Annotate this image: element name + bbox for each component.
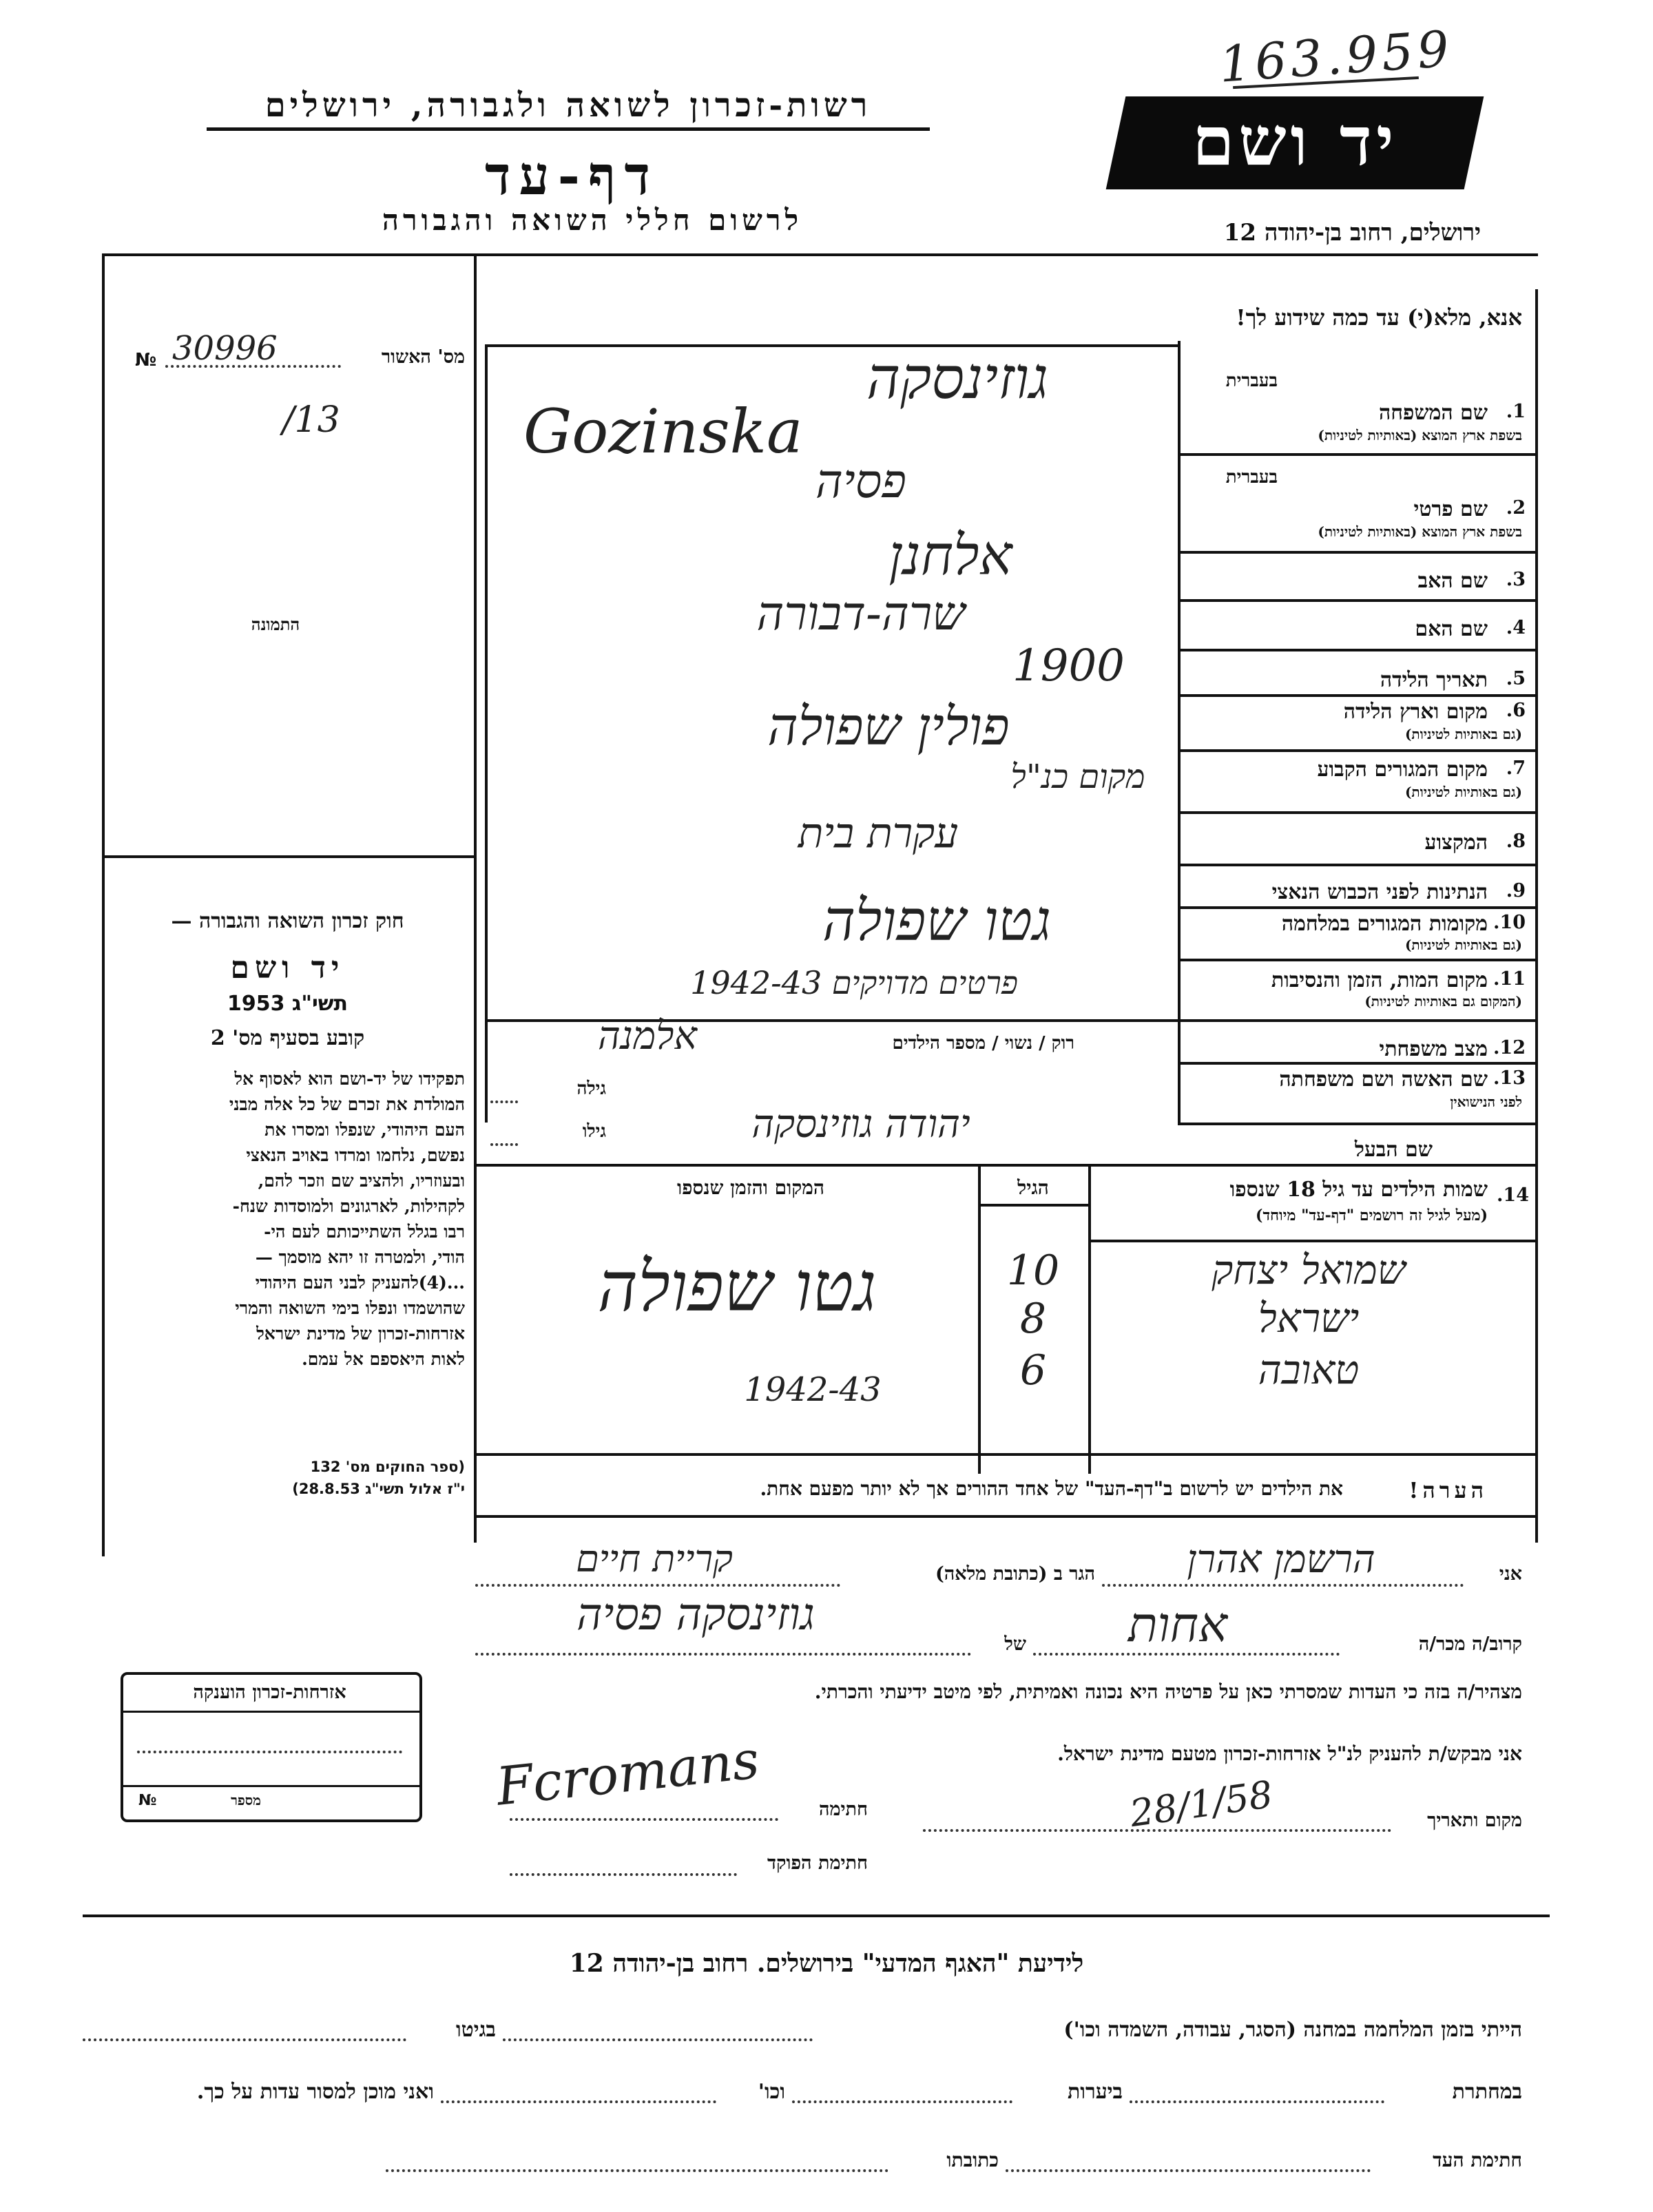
footer-line1-a: הייתי בזמן המלחמה במחנה (הסגר, עבודה, השמדה וכו') — [1063, 2018, 1522, 2042]
declaration-of-label: של — [1004, 1634, 1026, 1655]
field-13-num: 13. — [1493, 1067, 1526, 1089]
header-address: ירושלים, רחוב בן-יהודה 12 — [1223, 219, 1481, 247]
footer-line2-dots-2 — [792, 2100, 1012, 2103]
hw-father: אלחנן — [888, 523, 1012, 587]
field-12-num: 12. — [1493, 1037, 1526, 1058]
approval-extra: /13 — [282, 399, 340, 441]
law-year: תשי"ג 1953 — [227, 992, 349, 1016]
hw-child-name: ישראל — [1258, 1295, 1360, 1342]
approval-number-label: מס' האשור — [381, 346, 465, 368]
hw-child-name: שמואל יצחק — [1212, 1246, 1406, 1293]
footer-line1-dots — [503, 2038, 813, 2041]
field-10-label: מקומות המגורים במלחמה — [1281, 912, 1488, 936]
footer-line3-a: חתימת העד — [1433, 2149, 1522, 2171]
children-label: שמות הילדים עד גיל 18 שנספו — [1229, 1178, 1488, 1202]
children-sub: (מעל לגיל זה רושמים "דף-עד" מיוחד) — [1256, 1207, 1488, 1224]
note-bottom — [474, 1515, 1538, 1518]
footer-line1-b: בגיטו — [455, 2018, 496, 2042]
citizenship-box-divider-2 — [123, 1785, 419, 1787]
hw-marital: אלמנה — [597, 1014, 698, 1058]
hw-of-name: גוזינסקה פסיה — [576, 1589, 815, 1640]
in-hebrew-label: בעברית — [1225, 371, 1278, 391]
field-3-num: 3. — [1506, 569, 1526, 590]
field-4-num: 4. — [1506, 617, 1526, 638]
field-6-label: מקום וארץ הלידה — [1343, 700, 1488, 724]
law-section: קובע בסעיף מס' 2 — [210, 1026, 365, 1050]
footer-line2-a: במחתרת — [1452, 2080, 1522, 2104]
field-3-label: שם האב — [1417, 569, 1488, 593]
row-divider — [1178, 1019, 1536, 1022]
citizenship-box-no-label: מספר — [231, 1792, 261, 1808]
footer-line2-b: ביערות — [1067, 2080, 1123, 2104]
signature-label: חתימה — [818, 1799, 868, 1820]
officer-signature-label: חתימת הפוקד — [767, 1853, 868, 1874]
hw-birth-year: 1900 — [1012, 640, 1125, 691]
declaration-statement: מצהיר/ה בזה כי העדות שמסרתי כאן על פרטיה היא נכונה ואמיתית, לפי מיטב ידיעתי והכרתי. — [814, 1680, 1522, 1703]
law-line: רבו בגלל השתייכותם לעם הי- — [264, 1222, 465, 1242]
row-divider — [1178, 1123, 1536, 1125]
yad-vashem-logo — [1106, 96, 1484, 189]
row-divider — [474, 1164, 1538, 1167]
law-line: לאות היאספם אל עמם. — [302, 1349, 465, 1369]
law-line: תפקידו של יד-ושם הוא לאסוף אל — [234, 1069, 465, 1089]
hw-witness-name: הרשמן אהרן — [1187, 1537, 1375, 1582]
field-10-sub: (גם באותיות לטיניות) — [1404, 937, 1522, 953]
footer-line2-dots-1 — [1130, 2100, 1384, 2103]
law-line: הודי, ולמטרה זו יהא מוסמך — — [255, 1247, 465, 1267]
field-11-num: 11. — [1493, 968, 1526, 990]
law-line: שהושמדו ונפלו בימי השואה והמרי — [235, 1298, 465, 1318]
hw-surname-latin: Gozinska — [523, 396, 803, 467]
husband-age-line — [490, 1143, 518, 1146]
form-instruction: אנא, מלא(י) עד כמה שידוע לך! — [1236, 304, 1522, 331]
row-divider — [1178, 864, 1536, 866]
note-text: את הילדים יש לרשום ב"דף-העד" של אחד ההורים אך לא יותר מפעם אחת. — [760, 1477, 1343, 1500]
field-12-label: מצב משפחתי — [1379, 1037, 1488, 1061]
hw-husband: יהודה גוזינסקה — [751, 1102, 970, 1147]
law-line: אזרחות-זכרון של מדינת ישראל — [256, 1324, 465, 1344]
field-1-num: 1. — [1506, 401, 1526, 422]
place-date-label: מקום ותאריך — [1427, 1810, 1522, 1831]
field-8-num: 8. — [1506, 831, 1526, 852]
law-line: ובעוזריו, ולהציב שם וזכר להם, — [258, 1171, 465, 1191]
field-5-label: תאריך הלידה — [1380, 668, 1488, 692]
approval-no-prefix: № — [135, 350, 157, 371]
declaration-request: אני מבקש/ת להעניק לנ"ל אזרחות-זכרון מטעם מדינת ישראל. — [1057, 1742, 1522, 1765]
hw-death-info: פרטים מדויקים 1942-43 — [690, 964, 1018, 1001]
archive-number: 163.959 — [1217, 19, 1455, 94]
field-8-label: המקצוע — [1424, 831, 1488, 855]
hw-witness-address: קריית חיים — [576, 1537, 733, 1580]
authority-underline — [207, 127, 930, 131]
field-7-sub: (גם באותיות לטיניות) — [1404, 784, 1522, 800]
field-10-num: 10. — [1493, 912, 1526, 933]
hw-relation: אחות — [1127, 1596, 1228, 1653]
logo-text: יד ושם — [1192, 102, 1398, 181]
law-text — [110, 1066, 465, 1372]
field-9-label: הנתינות לפני הכבוש הנאצי — [1271, 880, 1488, 904]
law-line: המולדת את זכרם של כל אלה מבני — [229, 1094, 465, 1114]
declaration-relative-label: קרוב/ה מכר/ה — [1418, 1634, 1522, 1655]
children-header-divider-2 — [1088, 1240, 1536, 1242]
row-divider — [1178, 649, 1536, 651]
law-title: חוק זכרון השואה והגבורה — — [171, 909, 404, 933]
field-2-num: 2. — [1506, 497, 1526, 519]
footer-line2-c: וכו' — [758, 2080, 785, 2104]
frame-right — [1535, 289, 1538, 1543]
hw-children-place: גטו שפולה — [597, 1246, 877, 1327]
declaration-address-line — [475, 1584, 840, 1587]
row-divider — [1178, 694, 1536, 697]
hw-mother: שרה-דבורה — [756, 587, 966, 641]
footer-line3-b: כתובתו — [946, 2149, 999, 2171]
law-line: לקהילות, לארגונים ולמוסדות שנח- — [232, 1196, 465, 1216]
field-6-num: 6. — [1506, 700, 1526, 721]
footer-line1-dots-2 — [83, 2038, 406, 2041]
hw-surname-hebrew: גוזינסקה — [866, 344, 1048, 412]
children-num: 14. — [1497, 1185, 1529, 1206]
wife-age-label: גילה — [576, 1078, 606, 1099]
hw-birth-place: פולין שפולה — [767, 696, 1010, 757]
row-divider — [1178, 959, 1536, 961]
field-11-sub: (המקום גם באותיות לטיניות) — [1364, 993, 1522, 1010]
form-title: דף-עד — [485, 145, 658, 207]
footer-line3-dots-2 — [386, 2169, 888, 2172]
row-divider — [1178, 811, 1536, 814]
husband-name-label: שם הבעל — [1354, 1138, 1433, 1162]
children-col-divider-1 — [1088, 1164, 1091, 1474]
field-13-sub: לפני הנישואין — [1450, 1094, 1522, 1110]
frame-left — [102, 253, 105, 1556]
children-header-divider — [978, 1204, 1088, 1207]
authority-line: רשות-זכרון לשואה ולגבורה, ירושלים — [264, 86, 872, 125]
answer-left-divider — [485, 344, 488, 1123]
row-divider — [1178, 906, 1536, 909]
law-logo: יד ושם — [230, 950, 345, 985]
citizenship-box-title: אזרחות-זכרון הוענקה — [193, 1682, 346, 1703]
footer-line3-dots-1 — [1006, 2169, 1371, 2172]
citizenship-box-no-prefix: № — [138, 1792, 157, 1809]
row-divider — [1178, 453, 1536, 456]
hw-child-age: 10 — [1006, 1246, 1060, 1295]
field-13-label: שם האשה ושם משפחתה — [1279, 1067, 1488, 1092]
field-1-label: שם המשפחה — [1378, 401, 1488, 425]
law-reference-1: (ספר החוקים מס' 132 — [310, 1459, 465, 1475]
footer-line2-d: ואני מוכן למסור עדות על כך. — [196, 2080, 434, 2104]
note-label: הערה! — [1408, 1477, 1488, 1503]
children-place-header: המקום והזמן שנספו — [677, 1176, 824, 1199]
declaration-of-line — [475, 1653, 971, 1656]
field-2-label: שם פרטי — [1413, 497, 1488, 521]
officer-signature-line — [510, 1873, 737, 1876]
declaration-name-line — [1102, 1584, 1464, 1587]
children-bottom — [474, 1453, 1538, 1456]
law-reference-2: י"ז אלול תשי"ג 28.8.53) — [292, 1481, 465, 1497]
hw-child-age: 6 — [1019, 1346, 1047, 1395]
wife-age-line — [490, 1100, 518, 1103]
field-7-label: מקום המגורים הקבוע — [1317, 758, 1488, 782]
field-4-label: שם האם — [1415, 617, 1488, 641]
field-2-sub: בשפת ארץ המוצא (באותיות לטיניות) — [1318, 523, 1522, 540]
left-column-divider — [474, 253, 477, 1543]
husband-age-label: גילו — [582, 1121, 606, 1142]
field-11-label: מקום המות, הזמן והנסיבות — [1271, 968, 1488, 992]
signature-line — [510, 1818, 778, 1821]
children-age-header: הגיל — [1017, 1176, 1049, 1199]
field-9-num: 9. — [1506, 880, 1526, 901]
footer-line2-dots-3 — [441, 2100, 716, 2103]
in-hebrew-label-2: בעברית — [1225, 467, 1278, 488]
declaration-i-label: אני — [1499, 1563, 1522, 1585]
citizenship-box-divider — [123, 1711, 419, 1713]
field-5-num: 5. — [1506, 668, 1526, 689]
photo-label: התמונה — [251, 614, 300, 634]
row-divider — [1178, 551, 1536, 554]
law-line: נפשם, נלחמו ומרדו באויב הנאצי — [246, 1145, 465, 1165]
marital-options: רוק / נשוי / מספר הילדים — [892, 1033, 1074, 1054]
law-top-divider — [102, 855, 474, 858]
law-line: ...(4)להעניק לבני העם היהודי — [255, 1273, 465, 1293]
row-divider — [1178, 1062, 1536, 1065]
footer-title: לידיעת "האגף המדעי" בירושלים. רחוב בן-יהודה 12 — [569, 1949, 1084, 1978]
hw-child-age: 8 — [1019, 1295, 1047, 1343]
field-1-sub: בשפת ארץ המוצא (באותיות לטיניות) — [1318, 427, 1522, 444]
citizenship-box — [121, 1672, 422, 1822]
hw-signature: Fcromans — [493, 1729, 762, 1817]
children-col-divider-2 — [978, 1164, 981, 1474]
hw-children-date: 1942-43 — [744, 1370, 882, 1409]
declaration-residing-label: הגר ב (כתובת מלאה) — [935, 1563, 1095, 1585]
field-7-num: 7. — [1506, 758, 1526, 779]
hw-residence: מקום כנ"ל — [1010, 758, 1145, 796]
hw-child-name: טאובה — [1258, 1346, 1360, 1393]
form-subtitle: לרשום חללי השואה והגבורה — [382, 203, 803, 237]
hw-wartime-place: גטו שפולה — [822, 888, 1052, 954]
footer-top-divider — [83, 1914, 1550, 1917]
hw-date: 28/1/58 — [1127, 1772, 1276, 1836]
law-line: העם היהודי, שנפלו ומסרו את — [264, 1120, 465, 1140]
row-divider — [1178, 599, 1536, 602]
row-divider — [1178, 749, 1536, 752]
hw-profession: עקרת בית — [798, 809, 959, 857]
hw-given-hebrew: פסיה — [815, 455, 906, 509]
citizenship-box-line — [137, 1751, 402, 1753]
frame-top — [102, 253, 1538, 256]
approval-number-value: 30996 — [172, 329, 278, 368]
field-6-sub: (גם באותיות לטיניות) — [1404, 726, 1522, 742]
right-label-divider — [1178, 341, 1181, 1123]
